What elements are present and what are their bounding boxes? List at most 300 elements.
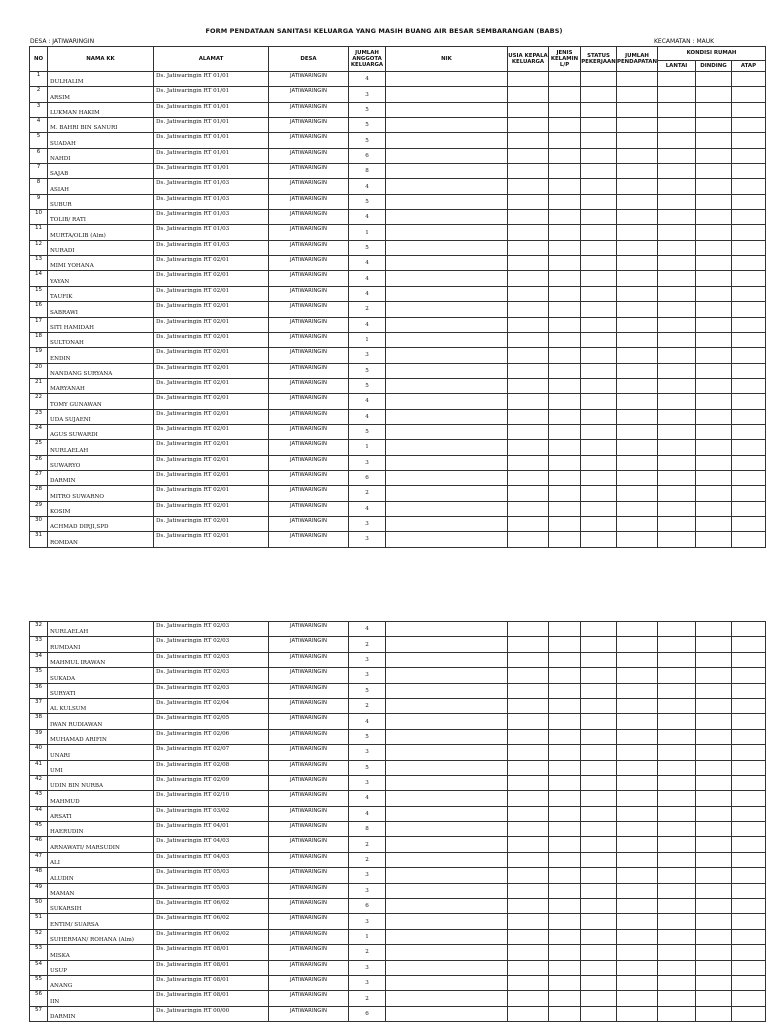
row-nik-cell — [386, 118, 508, 133]
row-desa: JATIWARINGIN — [269, 440, 349, 455]
row-desa: JATIWARINGIN — [269, 455, 349, 470]
row-status-pekerjaan-cell — [581, 914, 617, 929]
row-alamat: Ds. Jatiwaringin RT 01/03 — [154, 194, 269, 209]
row-jumlah-pendapatan-cell — [617, 899, 658, 914]
table-row — [30, 622, 766, 637]
row-jumlah-pendapatan-cell — [617, 317, 658, 332]
row-status-pekerjaan-cell — [581, 1006, 617, 1021]
row-alamat: Ds. Jatiwaringin RT 04/03 — [154, 837, 269, 852]
row-no: 19 — [30, 348, 48, 363]
row-desa: JATIWARINGIN — [269, 179, 349, 194]
row-jumlah-anggota: 8 — [349, 164, 386, 179]
row-jumlah-anggota: 3 — [349, 883, 386, 898]
row-jumlah-pendapatan-cell — [617, 991, 658, 1006]
row-desa: JATIWARINGIN — [269, 102, 349, 117]
row-jenis-kelamin-cell — [549, 440, 581, 455]
row-lantai-cell — [658, 775, 696, 790]
table-row — [30, 72, 766, 87]
table-row — [30, 532, 766, 547]
row-no: 11 — [30, 225, 48, 240]
row-status-pekerjaan-cell — [581, 929, 617, 944]
row-jenis-kelamin-cell — [549, 271, 581, 286]
table-row — [30, 637, 766, 652]
row-usia-kepala-cell — [508, 72, 549, 87]
row-alamat: Ds. Jatiwaringin RT 02/01 — [154, 470, 269, 485]
row-alamat: Ds. Jatiwaringin RT 02/10 — [154, 791, 269, 806]
row-lantai-cell — [658, 348, 696, 363]
row-desa: JATIWARINGIN — [269, 637, 349, 652]
row-lantai-cell — [658, 72, 696, 87]
row-jumlah-anggota: 5 — [349, 378, 386, 393]
table-row — [30, 760, 766, 775]
row-status-pekerjaan-cell — [581, 837, 617, 852]
row-jenis-kelamin-cell — [549, 302, 581, 317]
row-no: 35 — [30, 668, 48, 683]
row-jenis-kelamin-cell — [549, 822, 581, 837]
row-jenis-kelamin-cell — [549, 286, 581, 301]
row-jenis-kelamin-cell — [549, 378, 581, 393]
table-row — [30, 729, 766, 744]
row-status-pekerjaan-cell — [581, 714, 617, 729]
row-no: 15 — [30, 286, 48, 301]
row-lantai-cell — [658, 945, 696, 960]
row-jenis-kelamin-cell — [549, 486, 581, 501]
row-status-pekerjaan-cell — [581, 637, 617, 652]
row-desa: JATIWARINGIN — [269, 929, 349, 944]
row-desa: JATIWARINGIN — [269, 424, 349, 439]
row-alamat: Ds. Jatiwaringin RT 02/05 — [154, 714, 269, 729]
row-alamat: Ds. Jatiwaringin RT 01/01 — [154, 87, 269, 102]
row-jumlah-anggota: 4 — [349, 72, 386, 87]
row-nama-kk: SAJAB — [48, 164, 154, 179]
row-dinding-cell — [696, 760, 732, 775]
row-jumlah-pendapatan-cell — [617, 791, 658, 806]
row-status-pekerjaan-cell — [581, 394, 617, 409]
row-nama-kk: UNARI — [48, 745, 154, 760]
row-usia-kepala-cell — [508, 975, 549, 990]
row-alamat: Ds. Jatiwaringin RT 08/01 — [154, 960, 269, 975]
row-lantai-cell — [658, 975, 696, 990]
row-status-pekerjaan-cell — [581, 868, 617, 883]
row-dinding-cell — [696, 470, 732, 485]
row-status-pekerjaan-cell — [581, 194, 617, 209]
row-dinding-cell — [696, 532, 732, 547]
row-alamat: Ds. Jatiwaringin RT 05/03 — [154, 883, 269, 898]
col-header-nama-kk: NAMA KK — [48, 47, 154, 72]
row-no: 1 — [30, 72, 48, 87]
row-nik-cell — [386, 240, 508, 255]
row-jumlah-anggota: 4 — [349, 317, 386, 332]
row-nama-kk: AL KULSUM — [48, 698, 154, 713]
row-status-pekerjaan-cell — [581, 501, 617, 516]
row-nik-cell — [386, 486, 508, 501]
row-dinding-cell — [696, 286, 732, 301]
row-dinding-cell — [696, 668, 732, 683]
row-jumlah-anggota: 3 — [349, 516, 386, 531]
row-nama-kk: LUKMAN HAKIM — [48, 102, 154, 117]
row-alamat: Ds. Jatiwaringin RT 02/01 — [154, 271, 269, 286]
row-jumlah-pendapatan-cell — [617, 622, 658, 637]
row-nik-cell — [386, 394, 508, 409]
row-alamat: Ds. Jatiwaringin RT 00/00 — [154, 1006, 269, 1021]
row-dinding-cell — [696, 409, 732, 424]
row-status-pekerjaan-cell — [581, 899, 617, 914]
row-dinding-cell — [696, 424, 732, 439]
row-dinding-cell — [696, 899, 732, 914]
row-nik-cell — [386, 332, 508, 347]
row-jumlah-anggota: 3 — [349, 914, 386, 929]
row-atap-cell — [732, 225, 766, 240]
row-jumlah-anggota: 5 — [349, 194, 386, 209]
row-desa: JATIWARINGIN — [269, 868, 349, 883]
table-row — [30, 440, 766, 455]
row-no: 9 — [30, 194, 48, 209]
row-lantai-cell — [658, 286, 696, 301]
row-dinding-cell — [696, 179, 732, 194]
row-jumlah-pendapatan-cell — [617, 455, 658, 470]
table-row — [30, 118, 766, 133]
row-usia-kepala-cell — [508, 240, 549, 255]
row-nama-kk: NAHDI — [48, 148, 154, 163]
row-nik-cell — [386, 210, 508, 225]
row-dinding-cell — [696, 714, 732, 729]
row-no: 14 — [30, 271, 48, 286]
row-desa: JATIWARINGIN — [269, 133, 349, 148]
row-dinding-cell — [696, 914, 732, 929]
row-atap-cell — [732, 745, 766, 760]
row-usia-kepala-cell — [508, 424, 549, 439]
row-nik-cell — [386, 637, 508, 652]
row-desa: JATIWARINGIN — [269, 791, 349, 806]
row-no: 21 — [30, 378, 48, 393]
row-jumlah-pendapatan-cell — [617, 409, 658, 424]
row-usia-kepala-cell — [508, 652, 549, 667]
row-jumlah-anggota: 4 — [349, 714, 386, 729]
table-row — [30, 409, 766, 424]
row-status-pekerjaan-cell — [581, 975, 617, 990]
row-nama-kk: SUKARSIH — [48, 899, 154, 914]
row-dinding-cell — [696, 791, 732, 806]
row-alamat: Ds. Jatiwaringin RT 02/01 — [154, 424, 269, 439]
row-dinding-cell — [696, 118, 732, 133]
row-no: 55 — [30, 975, 48, 990]
row-dinding-cell — [696, 822, 732, 837]
row-status-pekerjaan-cell — [581, 210, 617, 225]
row-nama-kk: USUP — [48, 960, 154, 975]
row-jumlah-pendapatan-cell — [617, 72, 658, 87]
row-dinding-cell — [696, 975, 732, 990]
row-nama-kk: MAHMUL IRAWAN — [48, 652, 154, 667]
row-jumlah-anggota: 5 — [349, 102, 386, 117]
row-alamat: Ds. Jatiwaringin RT 02/03 — [154, 622, 269, 637]
row-lantai-cell — [658, 148, 696, 163]
row-no: 26 — [30, 455, 48, 470]
row-jenis-kelamin-cell — [549, 409, 581, 424]
row-jumlah-pendapatan-cell — [617, 714, 658, 729]
row-usia-kepala-cell — [508, 378, 549, 393]
row-usia-kepala-cell — [508, 363, 549, 378]
row-status-pekerjaan-cell — [581, 440, 617, 455]
row-nik-cell — [386, 760, 508, 775]
row-atap-cell — [732, 394, 766, 409]
row-alamat: Ds. Jatiwaringin RT 02/01 — [154, 409, 269, 424]
row-nik-cell — [386, 714, 508, 729]
row-jenis-kelamin-cell — [549, 899, 581, 914]
row-nik-cell — [386, 72, 508, 87]
row-status-pekerjaan-cell — [581, 102, 617, 117]
row-usia-kepala-cell — [508, 775, 549, 790]
row-dinding-cell — [696, 240, 732, 255]
row-status-pekerjaan-cell — [581, 945, 617, 960]
table-row — [30, 394, 766, 409]
row-nik-cell — [386, 133, 508, 148]
row-jumlah-anggota: 5 — [349, 424, 386, 439]
table-row — [30, 806, 766, 821]
row-nik-cell — [386, 729, 508, 744]
row-nama-kk: TAUFIK — [48, 286, 154, 301]
row-nik-cell — [386, 991, 508, 1006]
row-jumlah-anggota: 4 — [349, 622, 386, 637]
row-alamat: Ds. Jatiwaringin RT 08/01 — [154, 945, 269, 960]
row-alamat: Ds. Jatiwaringin RT 02/01 — [154, 332, 269, 347]
row-alamat: Ds. Jatiwaringin RT 08/01 — [154, 991, 269, 1006]
row-jumlah-pendapatan-cell — [617, 271, 658, 286]
row-jenis-kelamin-cell — [549, 668, 581, 683]
row-dinding-cell — [696, 363, 732, 378]
row-atap-cell — [732, 945, 766, 960]
row-desa: JATIWARINGIN — [269, 760, 349, 775]
row-jumlah-pendapatan-cell — [617, 822, 658, 837]
row-usia-kepala-cell — [508, 729, 549, 744]
row-nama-kk: ENTIM/ SUARSA — [48, 914, 154, 929]
row-lantai-cell — [658, 1006, 696, 1021]
row-lantai-cell — [658, 852, 696, 867]
row-nik-cell — [386, 378, 508, 393]
row-jenis-kelamin-cell — [549, 775, 581, 790]
row-usia-kepala-cell — [508, 852, 549, 867]
row-usia-kepala-cell — [508, 148, 549, 163]
row-jenis-kelamin-cell — [549, 317, 581, 332]
row-atap-cell — [732, 837, 766, 852]
row-dinding-cell — [696, 775, 732, 790]
row-jumlah-pendapatan-cell — [617, 470, 658, 485]
row-jenis-kelamin-cell — [549, 729, 581, 744]
row-usia-kepala-cell — [508, 179, 549, 194]
row-usia-kepala-cell — [508, 668, 549, 683]
row-dinding-cell — [696, 729, 732, 744]
row-no: 7 — [30, 164, 48, 179]
row-desa: JATIWARINGIN — [269, 348, 349, 363]
row-nama-kk: YAYAN — [48, 271, 154, 286]
row-usia-kepala-cell — [508, 991, 549, 1006]
row-usia-kepala-cell — [508, 714, 549, 729]
row-dinding-cell — [696, 194, 732, 209]
row-atap-cell — [732, 455, 766, 470]
row-atap-cell — [732, 87, 766, 102]
row-jumlah-pendapatan-cell — [617, 348, 658, 363]
row-desa: JATIWARINGIN — [269, 837, 349, 852]
row-nama-kk: TOMY GUNAWAN — [48, 394, 154, 409]
row-jumlah-anggota: 3 — [349, 745, 386, 760]
row-status-pekerjaan-cell — [581, 470, 617, 485]
row-jumlah-anggota: 4 — [349, 271, 386, 286]
col-header-jumlah-anggota: JUMLAH ANGGOTA KELUARGA — [349, 47, 386, 72]
row-jumlah-anggota: 4 — [349, 256, 386, 271]
row-usia-kepala-cell — [508, 791, 549, 806]
row-alamat: Ds. Jatiwaringin RT 02/01 — [154, 317, 269, 332]
row-nik-cell — [386, 271, 508, 286]
row-jumlah-pendapatan-cell — [617, 179, 658, 194]
row-jumlah-anggota: 3 — [349, 652, 386, 667]
row-lantai-cell — [658, 822, 696, 837]
row-jenis-kelamin-cell — [549, 72, 581, 87]
row-alamat: Ds. Jatiwaringin RT 02/01 — [154, 348, 269, 363]
row-atap-cell — [732, 929, 766, 944]
row-jumlah-pendapatan-cell — [617, 883, 658, 898]
row-dinding-cell — [696, 455, 732, 470]
row-dinding-cell — [696, 929, 732, 944]
row-status-pekerjaan-cell — [581, 164, 617, 179]
row-nama-kk: SUKADA — [48, 668, 154, 683]
row-jenis-kelamin-cell — [549, 837, 581, 852]
row-lantai-cell — [658, 486, 696, 501]
row-jumlah-anggota: 3 — [349, 87, 386, 102]
row-jumlah-pendapatan-cell — [617, 148, 658, 163]
row-lantai-cell — [658, 652, 696, 667]
row-lantai-cell — [658, 991, 696, 1006]
row-jumlah-pendapatan-cell — [617, 683, 658, 698]
row-no: 56 — [30, 991, 48, 1006]
table-row — [30, 975, 766, 990]
row-jumlah-pendapatan-cell — [617, 532, 658, 547]
row-nik-cell — [386, 102, 508, 117]
row-dinding-cell — [696, 852, 732, 867]
row-nama-kk: TOLIB/ RATI — [48, 210, 154, 225]
row-atap-cell — [732, 363, 766, 378]
row-jumlah-pendapatan-cell — [617, 501, 658, 516]
row-lantai-cell — [658, 394, 696, 409]
row-jenis-kelamin-cell — [549, 133, 581, 148]
row-alamat: Ds. Jatiwaringin RT 02/01 — [154, 286, 269, 301]
table-row — [30, 271, 766, 286]
row-no: 24 — [30, 424, 48, 439]
row-lantai-cell — [658, 302, 696, 317]
row-usia-kepala-cell — [508, 164, 549, 179]
row-lantai-cell — [658, 516, 696, 531]
row-usia-kepala-cell — [508, 440, 549, 455]
row-status-pekerjaan-cell — [581, 760, 617, 775]
kecamatan-label: KECAMATAN : MAUK — [654, 38, 715, 45]
row-usia-kepala-cell — [508, 822, 549, 837]
row-jenis-kelamin-cell — [549, 148, 581, 163]
row-nama-kk: ENDIN — [48, 348, 154, 363]
row-atap-cell — [732, 822, 766, 837]
row-no: 53 — [30, 945, 48, 960]
row-dinding-cell — [696, 683, 732, 698]
row-usia-kepala-cell — [508, 899, 549, 914]
row-lantai-cell — [658, 256, 696, 271]
row-nama-kk: SUHERMAN/ ROHANA (Alm) — [48, 929, 154, 944]
row-nik-cell — [386, 87, 508, 102]
row-status-pekerjaan-cell — [581, 652, 617, 667]
row-status-pekerjaan-cell — [581, 286, 617, 301]
row-jenis-kelamin-cell — [549, 455, 581, 470]
row-jumlah-anggota: 5 — [349, 363, 386, 378]
row-status-pekerjaan-cell — [581, 332, 617, 347]
row-status-pekerjaan-cell — [581, 622, 617, 637]
table-row — [30, 210, 766, 225]
row-atap-cell — [732, 622, 766, 637]
row-jenis-kelamin-cell — [549, 960, 581, 975]
row-usia-kepala-cell — [508, 348, 549, 363]
row-dinding-cell — [696, 72, 732, 87]
col-header-usia-kepala: USIA KEPALA KELUARGA — [508, 47, 549, 72]
row-atap-cell — [732, 332, 766, 347]
row-lantai-cell — [658, 409, 696, 424]
table-row — [30, 302, 766, 317]
row-desa: JATIWARINGIN — [269, 714, 349, 729]
row-desa: JATIWARINGIN — [269, 1006, 349, 1021]
row-jumlah-pendapatan-cell — [617, 210, 658, 225]
row-dinding-cell — [696, 837, 732, 852]
row-desa: JATIWARINGIN — [269, 286, 349, 301]
row-jenis-kelamin-cell — [549, 210, 581, 225]
row-nama-kk: MAHMUD — [48, 791, 154, 806]
row-desa: JATIWARINGIN — [269, 945, 349, 960]
row-nama-kk: IWAN RUDIAWAN — [48, 714, 154, 729]
row-desa: JATIWARINGIN — [269, 486, 349, 501]
row-atap-cell — [732, 470, 766, 485]
row-nama-kk: M. BAHRI BIN SANURI — [48, 118, 154, 133]
row-atap-cell — [732, 440, 766, 455]
row-no: 50 — [30, 899, 48, 914]
row-nik-cell — [386, 852, 508, 867]
row-desa: JATIWARINGIN — [269, 698, 349, 713]
row-usia-kepala-cell — [508, 1006, 549, 1021]
row-jenis-kelamin-cell — [549, 102, 581, 117]
row-alamat: Ds. Jatiwaringin RT 02/07 — [154, 745, 269, 760]
row-dinding-cell — [696, 991, 732, 1006]
row-jumlah-anggota: 2 — [349, 302, 386, 317]
row-atap-cell — [732, 729, 766, 744]
row-no: 17 — [30, 317, 48, 332]
row-nik-cell — [386, 470, 508, 485]
col-header-lantai: LANTAI — [658, 61, 696, 72]
row-nama-kk: SUBUR — [48, 194, 154, 209]
row-jumlah-pendapatan-cell — [617, 102, 658, 117]
row-no: 36 — [30, 683, 48, 698]
row-dinding-cell — [696, 164, 732, 179]
row-status-pekerjaan-cell — [581, 256, 617, 271]
row-dinding-cell — [696, 622, 732, 637]
row-no: 42 — [30, 775, 48, 790]
row-atap-cell — [732, 133, 766, 148]
row-jenis-kelamin-cell — [549, 852, 581, 867]
row-nik-cell — [386, 302, 508, 317]
row-status-pekerjaan-cell — [581, 148, 617, 163]
row-jenis-kelamin-cell — [549, 883, 581, 898]
row-nik-cell — [386, 899, 508, 914]
row-jenis-kelamin-cell — [549, 363, 581, 378]
row-dinding-cell — [696, 883, 732, 898]
row-jumlah-anggota: 5 — [349, 118, 386, 133]
row-lantai-cell — [658, 118, 696, 133]
row-dinding-cell — [696, 332, 732, 347]
row-nama-kk: SULTONAH — [48, 332, 154, 347]
row-atap-cell — [732, 652, 766, 667]
row-nik-cell — [386, 501, 508, 516]
row-usia-kepala-cell — [508, 470, 549, 485]
